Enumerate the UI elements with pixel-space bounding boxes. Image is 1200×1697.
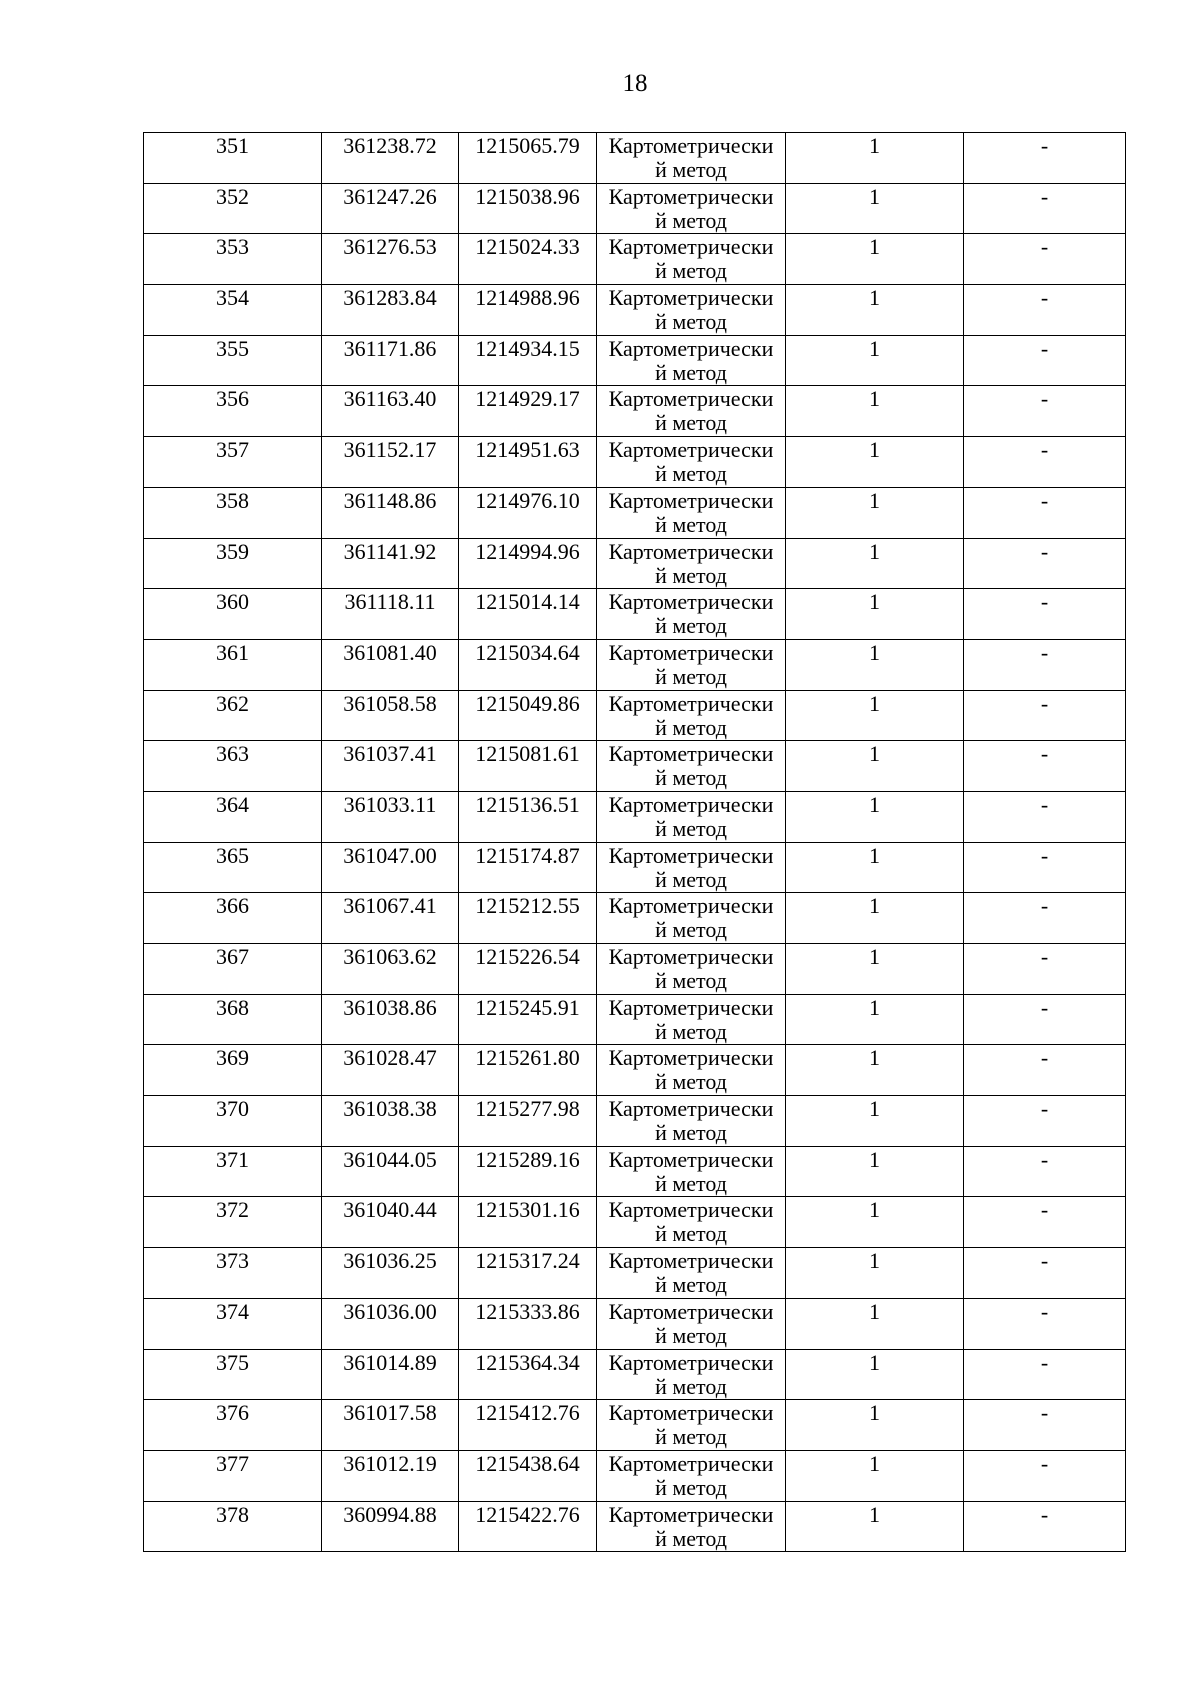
x-coordinate-cell: 361017.58 [322,1400,459,1451]
point-number-cell: 362 [144,690,322,741]
x-coordinate-cell: 361038.38 [322,1096,459,1147]
table-row [144,791,1126,842]
x-coordinate-cell: 361037.41 [322,741,459,792]
table-row [144,690,1126,741]
method-text-line2: й метод [655,1170,727,1196]
accuracy-cell: 1 [786,944,964,995]
y-coordinate-cell: 1215024.33 [459,234,597,285]
method-cell [597,234,786,285]
method-text-line1: Картометрически [608,1096,774,1122]
note-cell: - [964,1197,1126,1248]
note-cell: - [964,133,1126,184]
point-number-cell: 361 [144,639,322,690]
method-text-line1: Картометрически [608,639,774,665]
y-coordinate-cell: 1215412.76 [459,1400,597,1451]
method-text-line2: й метод [655,1424,727,1450]
y-coordinate-cell: 1215034.64 [459,639,597,690]
x-coordinate-cell: 361081.40 [322,639,459,690]
y-coordinate-cell: 1215333.86 [459,1298,597,1349]
y-coordinate-cell: 1214994.96 [459,538,597,589]
x-coordinate-cell: 361063.62 [322,944,459,995]
method-cell [597,1045,786,1096]
y-coordinate-cell: 1215014.14 [459,589,597,640]
method-cell [597,944,786,995]
x-coordinate-cell: 360994.88 [322,1501,459,1552]
method-cell [597,437,786,488]
method-text-line1: Картометрически [608,538,774,564]
table-row [144,1197,1126,1248]
point-number-cell: 372 [144,1197,322,1248]
note-cell: - [964,437,1126,488]
method-cell [597,183,786,234]
method-text-line2: й метод [655,359,727,385]
point-number-cell: 370 [144,1096,322,1147]
method-text-line1: Картометрически [608,487,774,513]
method-text-line1: Картометрически [608,1045,774,1071]
method-text-line1: Картометрически [608,1248,774,1274]
method-text-line2: й метод [655,1069,727,1095]
note-cell: - [964,1096,1126,1147]
method-text-line1: Картометрически [608,285,774,311]
table-body [144,133,1126,1552]
note-cell: - [964,1450,1126,1501]
y-coordinate-cell: 1215277.98 [459,1096,597,1147]
method-cell [597,1298,786,1349]
method-text-line1: Картометрически [608,944,774,969]
method-cell [597,690,786,741]
accuracy-cell: 1 [786,893,964,944]
method-text-line2: й метод [655,1018,727,1044]
method-cell [597,487,786,538]
x-coordinate-cell: 361163.40 [322,386,459,437]
point-number-cell: 359 [144,538,322,589]
accuracy-cell: 1 [786,183,964,234]
method-cell [597,285,786,336]
accuracy-cell: 1 [786,1501,964,1552]
note-cell: - [964,234,1126,285]
note-cell: - [964,1501,1126,1552]
table-row [144,183,1126,234]
note-cell: - [964,386,1126,437]
accuracy-cell: 1 [786,1248,964,1299]
point-number-cell: 360 [144,589,322,640]
method-text-line1: Картометрически [608,1450,774,1476]
method-text-line2: й метод [655,1120,727,1146]
point-number-cell: 367 [144,944,322,995]
y-coordinate-cell: 1215174.87 [459,842,597,893]
note-cell: - [964,589,1126,640]
point-number-cell: 352 [144,183,322,234]
x-coordinate-cell: 361033.11 [322,791,459,842]
method-text-line2: й метод [655,1322,727,1348]
accuracy-cell: 1 [786,285,964,336]
method-cell [597,893,786,944]
accuracy-cell: 1 [786,1400,964,1451]
point-number-cell: 373 [144,1248,322,1299]
note-cell: - [964,690,1126,741]
accuracy-cell: 1 [786,589,964,640]
x-coordinate-cell: 361014.89 [322,1349,459,1400]
point-number-cell: 378 [144,1501,322,1552]
accuracy-cell: 1 [786,1146,964,1197]
x-coordinate-cell: 361141.92 [322,538,459,589]
y-coordinate-cell: 1215212.55 [459,893,597,944]
method-text-line2: й метод [655,1272,727,1298]
table-row [144,1501,1126,1552]
page-number: 18 [622,70,648,97]
table-row [144,741,1126,792]
note-cell: - [964,994,1126,1045]
y-coordinate-cell: 1215364.34 [459,1349,597,1400]
x-coordinate-cell: 361148.86 [322,487,459,538]
table-row [144,234,1126,285]
note-cell: - [964,538,1126,589]
method-text-line2: й метод [655,309,727,335]
method-text-line1: Картометрически [608,741,774,767]
method-cell [597,538,786,589]
x-coordinate-cell: 361067.41 [322,893,459,944]
method-text-line2: й метод [655,815,727,841]
table-row [144,1349,1126,1400]
y-coordinate-cell: 1215065.79 [459,133,597,184]
accuracy-cell: 1 [786,1045,964,1096]
x-coordinate-cell: 361058.58 [322,690,459,741]
table-row [144,1298,1126,1349]
method-cell [597,1146,786,1197]
x-coordinate-cell: 361036.00 [322,1298,459,1349]
method-text-line2: й метод [655,1525,727,1551]
point-number-cell: 355 [144,335,322,386]
y-coordinate-cell: 1214951.63 [459,437,597,488]
point-number-cell: 356 [144,386,322,437]
table-row [144,487,1126,538]
y-coordinate-cell: 1215261.80 [459,1045,597,1096]
table-row [144,285,1126,336]
method-cell [597,1096,786,1147]
note-cell: - [964,791,1126,842]
x-coordinate-cell: 361171.86 [322,335,459,386]
accuracy-cell: 1 [786,639,964,690]
accuracy-cell: 1 [786,1349,964,1400]
method-text-line1: Картометрически [608,791,774,817]
method-text-line1: Картометрически [608,1349,774,1375]
method-text-line1: Картометрически [608,437,774,463]
method-text-line1: Картометрически [608,335,774,361]
point-number-cell: 365 [144,842,322,893]
method-text-line2: й метод [655,511,727,537]
y-coordinate-cell: 1215226.54 [459,944,597,995]
accuracy-cell: 1 [786,994,964,1045]
note-cell: - [964,893,1126,944]
table-row [144,944,1126,995]
method-cell [597,994,786,1045]
method-text-line2: й метод [655,1474,727,1500]
method-cell [597,842,786,893]
x-coordinate-cell: 361283.84 [322,285,459,336]
method-cell [597,639,786,690]
method-cell [597,791,786,842]
accuracy-cell: 1 [786,335,964,386]
method-text-line2: й метод [655,258,727,284]
method-text-line1: Картометрически [608,234,774,260]
method-text-line1: Картометрически [608,589,774,615]
y-coordinate-cell: 1215245.91 [459,994,597,1045]
note-cell: - [964,183,1126,234]
method-text-line2: й метод [655,1221,727,1247]
table-row [144,1045,1126,1096]
method-text-line1: Картометрически [608,1197,774,1223]
method-text-line2: й метод [655,157,727,182]
method-cell [597,1450,786,1501]
point-number-cell: 363 [144,741,322,792]
x-coordinate-cell: 361040.44 [322,1197,459,1248]
x-coordinate-cell: 361047.00 [322,842,459,893]
note-cell: - [964,1045,1126,1096]
accuracy-cell: 1 [786,690,964,741]
x-coordinate-cell: 361012.19 [322,1450,459,1501]
method-cell [597,335,786,386]
accuracy-cell: 1 [786,1450,964,1501]
method-cell [597,1501,786,1552]
x-coordinate-cell: 361044.05 [322,1146,459,1197]
accuracy-cell: 1 [786,1096,964,1147]
table-row [144,335,1126,386]
accuracy-cell: 1 [786,741,964,792]
method-text-line2: й метод [655,207,727,233]
y-coordinate-cell: 1215422.76 [459,1501,597,1552]
accuracy-cell: 1 [786,791,964,842]
table-row [144,842,1126,893]
method-text-line2: й метод [655,1373,727,1399]
y-coordinate-cell: 1214988.96 [459,285,597,336]
point-number-cell: 371 [144,1146,322,1197]
method-cell [597,589,786,640]
table-row [144,437,1126,488]
method-text-line2: й метод [655,714,727,740]
method-text-line2: й метод [655,866,727,892]
point-number-cell: 374 [144,1298,322,1349]
note-cell: - [964,1298,1126,1349]
method-text-line2: й метод [655,917,727,943]
note-cell: - [964,1400,1126,1451]
point-number-cell: 376 [144,1400,322,1451]
table-row [144,1248,1126,1299]
table-row [144,639,1126,690]
method-cell [597,1248,786,1299]
method-text-line1: Картометрически [608,1501,774,1527]
method-text-line1: Картометрически [608,893,774,919]
method-text-line1: Картометрически [608,386,774,412]
y-coordinate-cell: 1215438.64 [459,1450,597,1501]
x-coordinate-cell: 361038.86 [322,994,459,1045]
table-row [144,538,1126,589]
accuracy-cell: 1 [786,234,964,285]
y-coordinate-cell: 1215081.61 [459,741,597,792]
point-number-cell: 375 [144,1349,322,1400]
method-cell [597,1349,786,1400]
table-row [144,1400,1126,1451]
method-text-line2: й метод [655,663,727,689]
method-cell [597,1400,786,1451]
accuracy-cell: 1 [786,386,964,437]
point-number-cell: 353 [144,234,322,285]
method-text-line2: й метод [655,562,727,588]
x-coordinate-cell: 361152.17 [322,437,459,488]
accuracy-cell: 1 [786,487,964,538]
method-text-line1: Картометрически [608,1146,774,1172]
method-text-line2: й метод [655,461,727,487]
point-number-cell: 366 [144,893,322,944]
x-coordinate-cell: 361276.53 [322,234,459,285]
x-coordinate-cell: 361036.25 [322,1248,459,1299]
point-number-cell: 351 [144,133,322,184]
note-cell: - [964,1349,1126,1400]
method-text-line2: й метод [655,613,727,639]
method-text-line1: Картометрически [608,1298,774,1324]
accuracy-cell: 1 [786,1298,964,1349]
table-row [144,133,1126,184]
point-number-cell: 368 [144,994,322,1045]
point-number-cell: 369 [144,1045,322,1096]
note-cell: - [964,487,1126,538]
point-number-cell: 358 [144,487,322,538]
note-cell: - [964,944,1126,995]
point-number-cell: 354 [144,285,322,336]
y-coordinate-cell: 1215317.24 [459,1248,597,1299]
method-text-line1: Картометрически [608,1400,774,1426]
note-cell: - [964,842,1126,893]
y-coordinate-cell: 1215136.51 [459,791,597,842]
y-coordinate-cell: 1215049.86 [459,690,597,741]
table-row [144,589,1126,640]
method-cell [597,741,786,792]
table-row [144,893,1126,944]
note-cell: - [964,285,1126,336]
x-coordinate-cell: 361238.72 [322,133,459,184]
coordinates-table [143,132,1126,1552]
method-text-line1: Картометрически [608,994,774,1020]
note-cell: - [964,639,1126,690]
point-number-cell: 357 [144,437,322,488]
table-row [144,1450,1126,1501]
method-text-line2: й метод [655,765,727,791]
note-cell: - [964,741,1126,792]
method-cell [597,1197,786,1248]
method-cell [597,133,786,184]
accuracy-cell: 1 [786,437,964,488]
y-coordinate-cell: 1214934.15 [459,335,597,386]
x-coordinate-cell: 361028.47 [322,1045,459,1096]
method-text-line2: й метод [655,410,727,436]
note-cell: - [964,335,1126,386]
x-coordinate-cell: 361118.11 [322,589,459,640]
method-text-line1: Картометрически [608,183,774,209]
method-text-line1: Картометрически [608,690,774,716]
note-cell: - [964,1248,1126,1299]
x-coordinate-cell: 361247.26 [322,183,459,234]
table-row [144,1146,1126,1197]
point-number-cell: 377 [144,1450,322,1501]
table-row [144,386,1126,437]
method-text-line1: Картометрически [608,133,774,158]
y-coordinate-cell: 1214976.10 [459,487,597,538]
accuracy-cell: 1 [786,133,964,184]
y-coordinate-cell: 1215289.16 [459,1146,597,1197]
y-coordinate-cell: 1215301.16 [459,1197,597,1248]
method-cell [597,386,786,437]
y-coordinate-cell: 1214929.17 [459,386,597,437]
y-coordinate-cell: 1215038.96 [459,183,597,234]
method-text-line1: Картометрически [608,842,774,868]
table-row [144,1096,1126,1147]
accuracy-cell: 1 [786,842,964,893]
accuracy-cell: 1 [786,538,964,589]
accuracy-cell: 1 [786,1197,964,1248]
point-number-cell: 364 [144,791,322,842]
method-text-line2: й метод [655,968,727,993]
note-cell: - [964,1146,1126,1197]
table-row [144,994,1126,1045]
